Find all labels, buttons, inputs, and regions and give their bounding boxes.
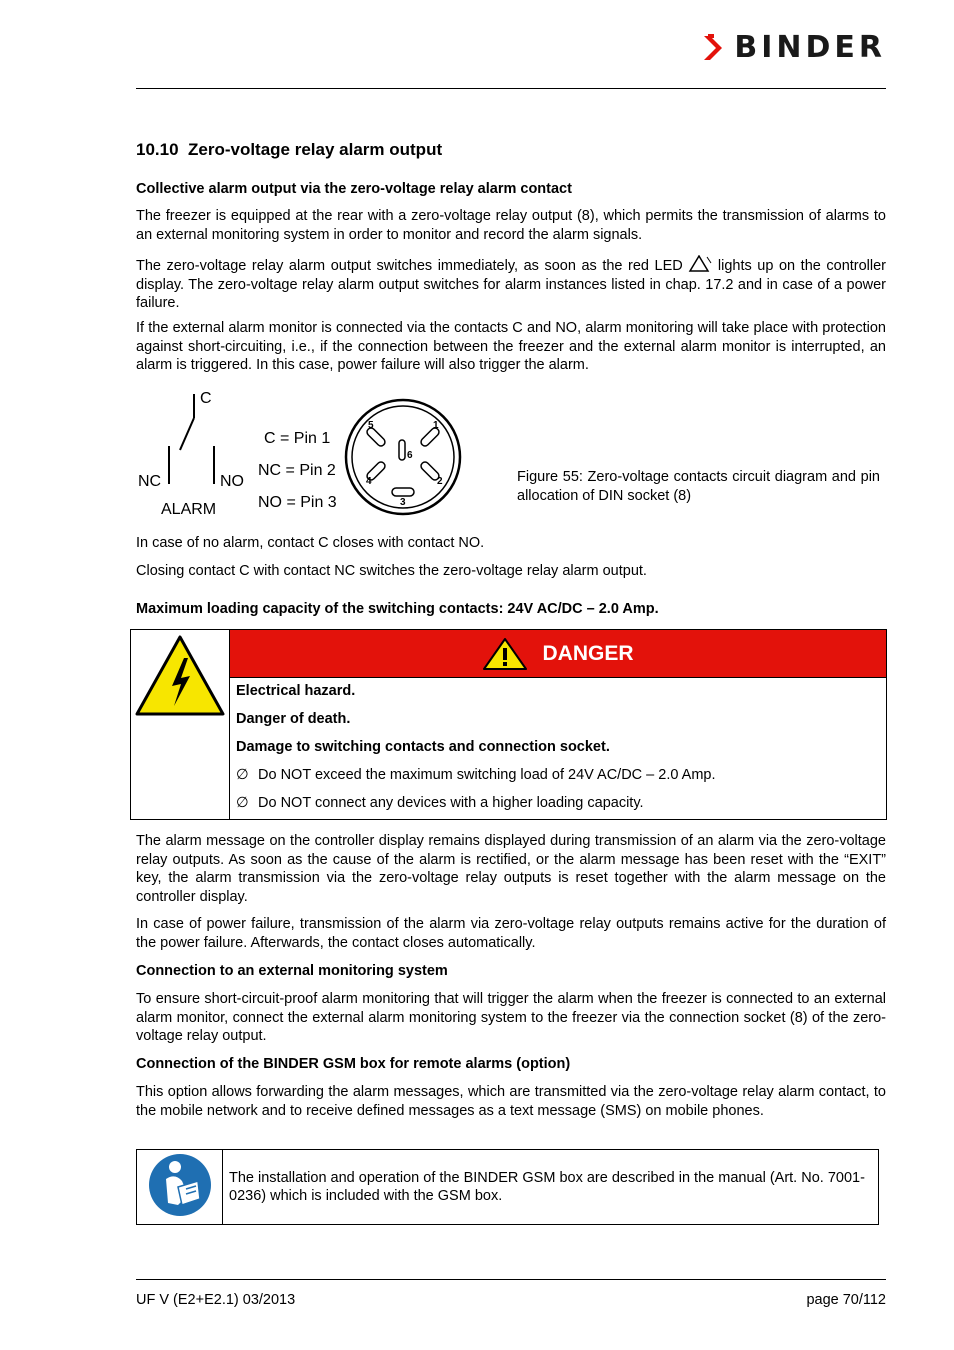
danger-line-3: Damage to switching contacts and connection socket. xyxy=(236,739,610,755)
socket-label-3: 3 xyxy=(400,497,406,508)
din-socket-icon xyxy=(346,400,460,514)
label-pin1: C = Pin 1 xyxy=(264,430,331,447)
label-alarm: ALARM xyxy=(161,501,217,518)
note-text: The installation and operation of the BINDER GSM box are described in the manual (Art. No. 7001-0236) which is included with the GSM box. xyxy=(223,1150,879,1225)
alarm-triangle-icon xyxy=(688,255,712,272)
danger-item-2 xyxy=(236,794,880,813)
para2-part2: lights up on the controller display. The zero-voltage relay alarm output switches for alarm instances listed in chap. 17.2 and in case of a power failure. xyxy=(136,258,887,311)
prohibit-icon: ∅ xyxy=(236,795,249,811)
paragraph-power-failure: In case of power failure, transmission of the alarm via zero-voltage relay outputs remains active for the duration of the power failure. Afterwards, the contact closes automatically. xyxy=(136,916,886,951)
paragraph-short-circuit-proof: To ensure short-circuit-proof alarm monitoring that will trigger the alarm when the freezer is connected to an external alarm monitor, connect the external alarm monitoring system to the freezer via the connection socket (8) of the zero-voltage relay output. xyxy=(136,991,886,1044)
binder-logo-mark-icon xyxy=(704,34,726,62)
subheading-collective-alarm: Collective alarm output via the zero-voltage relay alarm contact xyxy=(136,181,572,197)
header-rule xyxy=(136,88,886,89)
danger-line-1: Electrical hazard. xyxy=(236,683,356,699)
paragraph-alarm-message: The alarm message on the controller display remains displayed during transmission of an alarm via the zero-voltage relay outputs. As soon as the cause of the alarm is rectified, or the alarm message has been reset with the “EXIT” key, the alarm transmission via the zero-voltage relay outputs is reset together with the alarm message on the controller display. xyxy=(136,833,886,905)
paragraph-no-alarm: In case of no alarm, contact C closes with contact NO. xyxy=(136,535,485,551)
label-c: C xyxy=(200,390,212,407)
socket-label-4: 4 xyxy=(366,476,372,487)
danger-line-2: Danger of death. xyxy=(236,711,351,727)
footer-rule xyxy=(136,1279,886,1280)
footer-document-id: UF V (E2+E2.1) 03/2013 xyxy=(136,1292,296,1308)
brand-logo xyxy=(704,30,886,65)
section-heading xyxy=(136,140,442,160)
danger-header xyxy=(230,630,887,678)
read-manual-icon xyxy=(148,1153,212,1217)
brand-name: BINDER xyxy=(734,30,886,65)
danger-body xyxy=(230,678,887,820)
socket-label-1: 1 xyxy=(433,420,439,431)
danger-item-2-text: Do NOT connect any devices with a higher loading capacity. xyxy=(258,795,644,811)
paragraph-gsm-option: This option allows forwarding the alarm messages, which are transmitted via the zero-voltage relay alarm contact, to the mobile network and to receive defined messages as a text message (SMS) on mobile phones. xyxy=(136,1084,886,1119)
danger-item-1-text: Do NOT exceed the maximum switching load of 24V AC/DC – 2.0 Amp. xyxy=(258,767,716,783)
figure-caption: Figure 55: Zero-voltage contacts circuit diagram and pin allocation of DIN socket (8) xyxy=(517,469,880,504)
circuit-diagram-figure xyxy=(136,388,476,518)
socket-label-5: 5 xyxy=(368,420,374,431)
danger-box xyxy=(130,629,887,820)
warning-icon xyxy=(482,637,528,671)
manual-note-box xyxy=(136,1149,879,1225)
note-icon-cell xyxy=(137,1150,223,1225)
subheading-gsm-box: Connection of the BINDER GSM box for remote alarms (option) xyxy=(136,1056,571,1072)
para2-part1: The zero-voltage relay alarm output switches immediately, as soon as the red LED xyxy=(136,258,683,274)
paragraph-contact-nc: Closing contact C with contact NC switches the zero-voltage relay alarm output. xyxy=(136,563,647,579)
paragraph-monitoring: If the external alarm monitor is connected via the contacts C and NO, alarm monitoring will take place with protection against short-circuiting, i.e., if the connection between the freezer and the external alarm monitor is interrupted, an alarm is triggered. In this case, power failure will also trigger the alarm. xyxy=(136,320,886,373)
label-pin2: NC = Pin 2 xyxy=(258,462,336,479)
footer-page-number: page 70/112 xyxy=(806,1292,886,1308)
electrical-hazard-icon xyxy=(134,634,226,718)
label-nc: NC xyxy=(138,473,162,490)
label-pin3: NO = Pin 3 xyxy=(258,494,337,511)
danger-icon-cell xyxy=(131,630,230,820)
section-title: Zero-voltage relay alarm output xyxy=(188,140,443,159)
paragraph-relay-output: The freezer is equipped at the rear with a zero-voltage relay output (8), which permits the transmission of alarms to an external monitoring system in order to monitor and record the alarm signals. xyxy=(136,208,886,243)
subheading-max-load: Maximum loading capacity of the switching contacts: 24V AC/DC – 2.0 Amp. xyxy=(136,601,659,617)
socket-label-6: 6 xyxy=(407,450,413,461)
paragraph-led xyxy=(136,255,886,313)
danger-label: DANGER xyxy=(542,641,634,665)
danger-item-1 xyxy=(236,766,880,785)
label-no: NO xyxy=(220,473,244,490)
prohibit-icon: ∅ xyxy=(236,767,249,783)
socket-label-2: 2 xyxy=(437,476,443,487)
subheading-external-monitoring: Connection to an external monitoring system xyxy=(136,963,448,979)
section-number: 10.10 xyxy=(136,140,179,159)
